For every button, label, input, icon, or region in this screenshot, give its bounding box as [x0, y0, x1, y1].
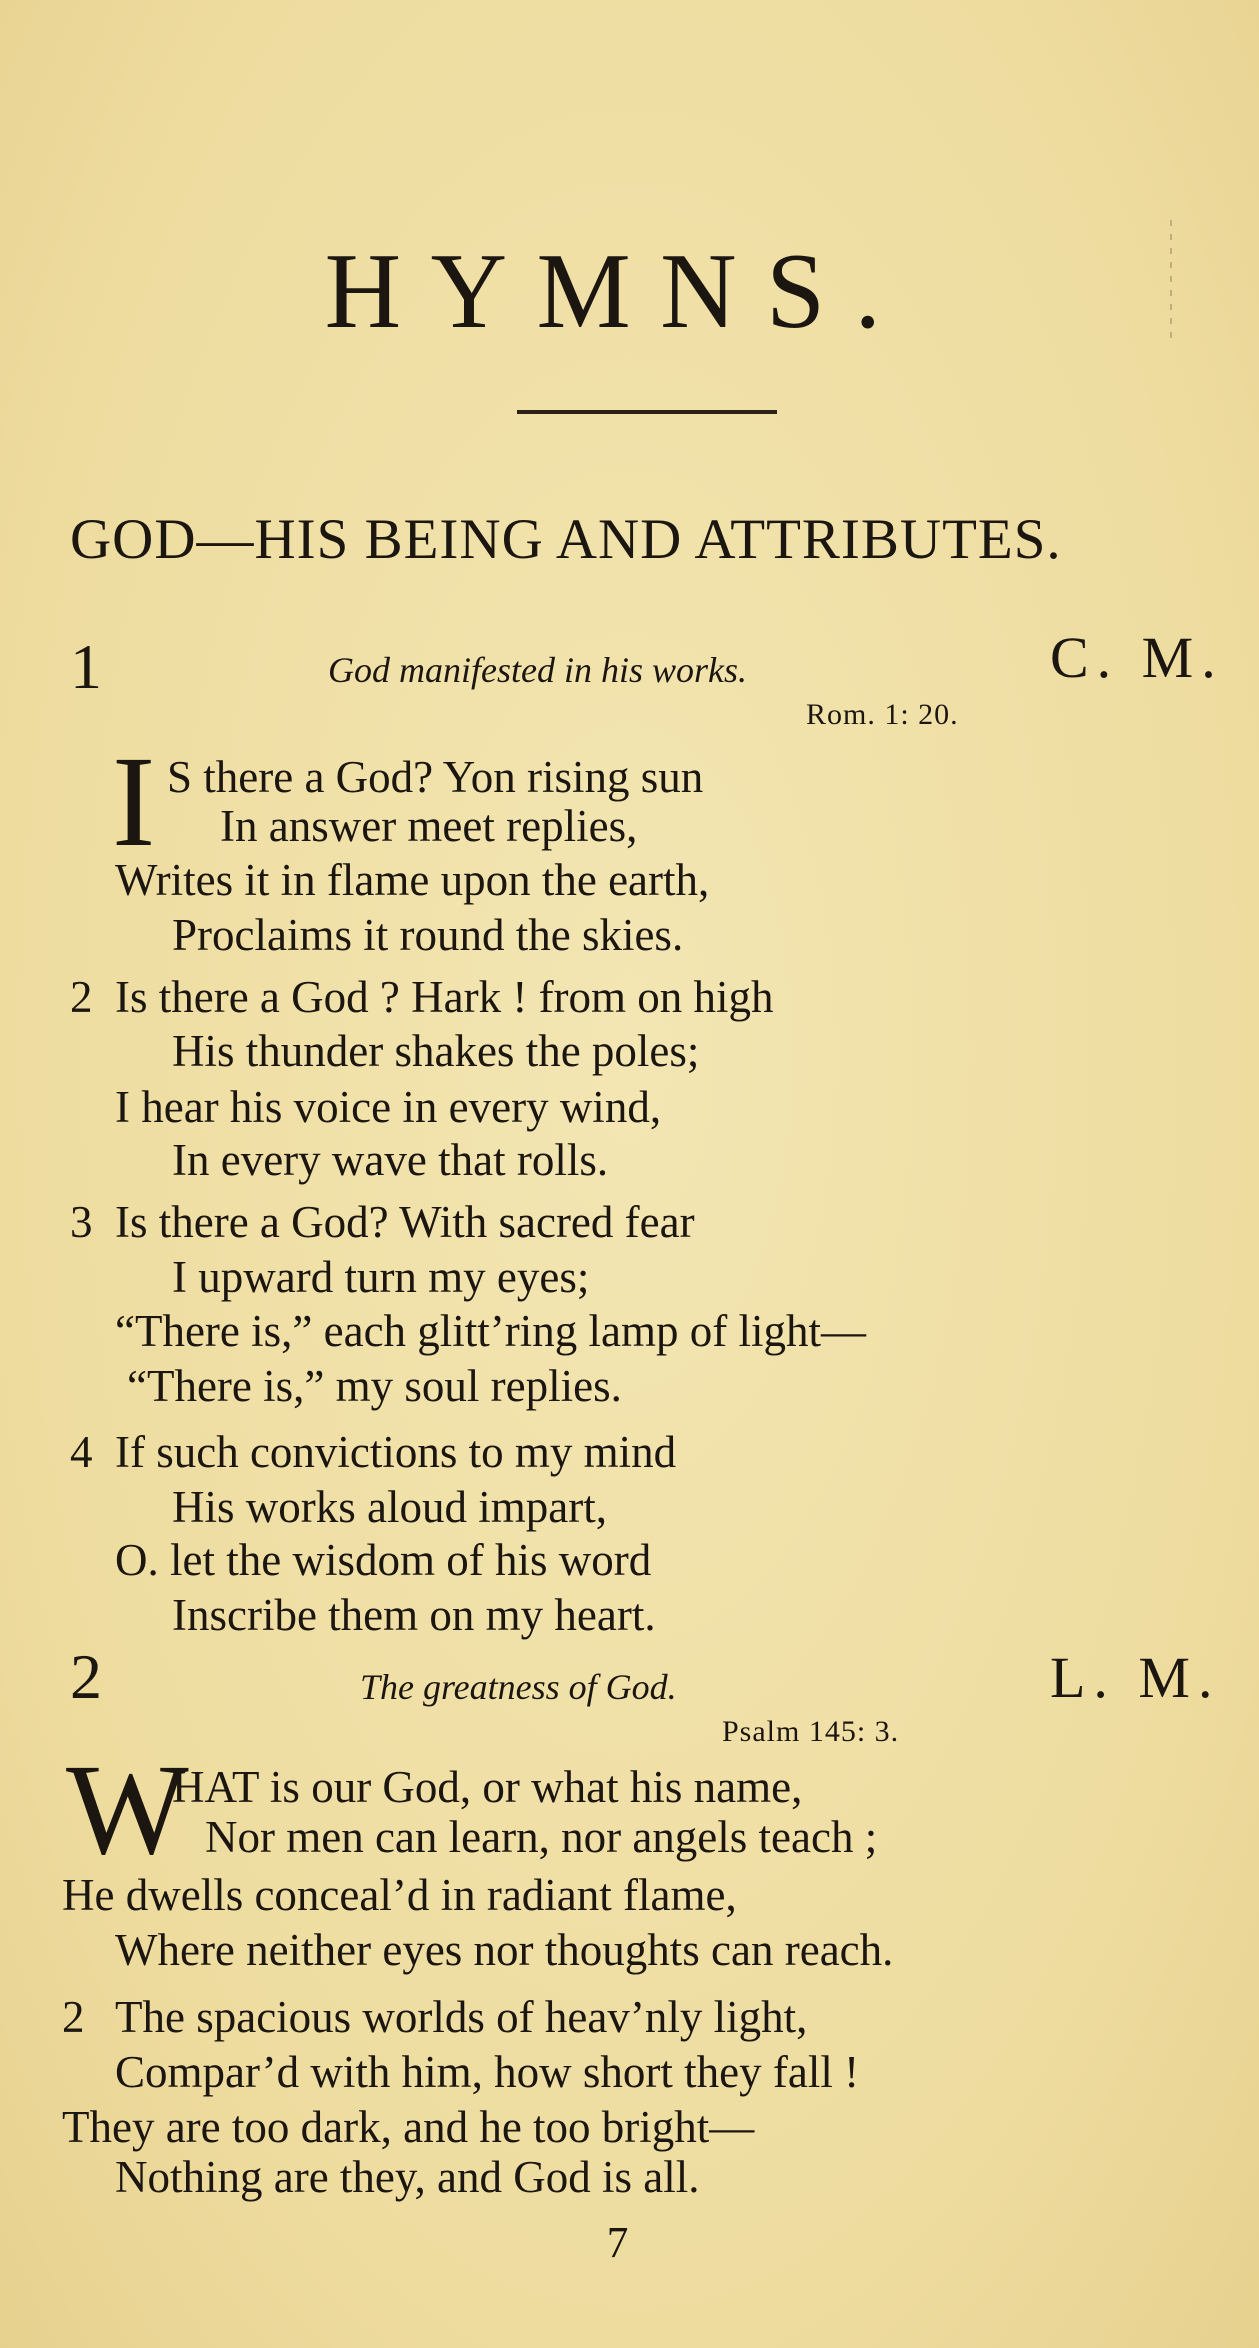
verse-line: Where neither eyes nor thoughts can reach. — [115, 1925, 894, 1975]
page-number: 7 — [606, 2218, 629, 2267]
hymn-number: 1 — [70, 631, 102, 702]
verse-line: Nothing are they, and God is all. — [115, 2152, 700, 2202]
verse-line: The spacious worlds of heav’nly light, — [115, 1992, 808, 2042]
section-heading: GOD—HIS BEING AND ATTRIBUTES. — [70, 508, 1062, 571]
verse-line: Is there a God? With sacred fear — [115, 1197, 695, 1247]
verse-line: I hear his voice in every wind, — [115, 1082, 662, 1132]
verse-line: Compar’d with him, how short they fall ! — [115, 2047, 860, 2097]
verse-line: Nor men can learn, nor angels teach ; — [205, 1812, 878, 1862]
verse-line: His thunder shakes the poles; — [172, 1026, 700, 1076]
stanza-number: 2 — [70, 972, 93, 1022]
hymn-meter: C. M. — [1050, 625, 1224, 690]
hymn-meter: L. M. — [1050, 1645, 1221, 1710]
verse-line: He dwells conceal’d in radiant flame, — [62, 1870, 737, 1920]
stanza-number: 4 — [70, 1427, 93, 1477]
verse-line: Writes it in flame upon the earth, — [115, 855, 710, 905]
verse-line: O. let the wisdom of his word — [115, 1535, 652, 1585]
verse-line: “There is,” my soul replies. — [127, 1361, 622, 1411]
hymn-subtitle: The greatness of God. — [360, 1667, 677, 1707]
stanza-number: 3 — [70, 1197, 93, 1247]
verse-line: If such convictions to my mind — [115, 1427, 677, 1477]
hymn-drop-cap: W — [66, 1738, 189, 1882]
verse-line: In every wave that rolls. — [172, 1135, 609, 1185]
verse-line: I upward turn my eyes; — [172, 1252, 590, 1302]
verse-line: His works aloud impart, — [172, 1482, 607, 1532]
page-title: HYMNS. — [324, 232, 911, 351]
stanza-number: 2 — [62, 1992, 85, 2042]
verse-line: Proclaims it round the skies. — [172, 910, 684, 960]
verse-line: They are too dark, and he too bright— — [62, 2102, 755, 2152]
page-edge-mark — [1170, 220, 1172, 340]
verse-line: In answer meet replies, — [220, 801, 638, 851]
verse-line: “There is,” each glitt’ring lamp of light— — [115, 1306, 867, 1356]
verse-line: Inscribe them on my heart. — [172, 1590, 656, 1640]
verse-line: S there a God? Yon rising sun — [167, 752, 704, 802]
verse-line: Is there a God ? Hark ! from on high — [115, 972, 774, 1022]
hymn-scripture-reference: Psalm 145: 3. — [722, 1715, 900, 1748]
hymn-scripture-reference: Rom. 1: 20. — [806, 698, 959, 731]
hymn-subtitle: God manifested in his works. — [328, 650, 747, 690]
verse-line: HAT is our God, or what his name, — [172, 1762, 803, 1812]
hymn-drop-cap: I — [112, 730, 156, 874]
hymn-number: 2 — [70, 1641, 102, 1712]
title-rule — [517, 410, 777, 414]
